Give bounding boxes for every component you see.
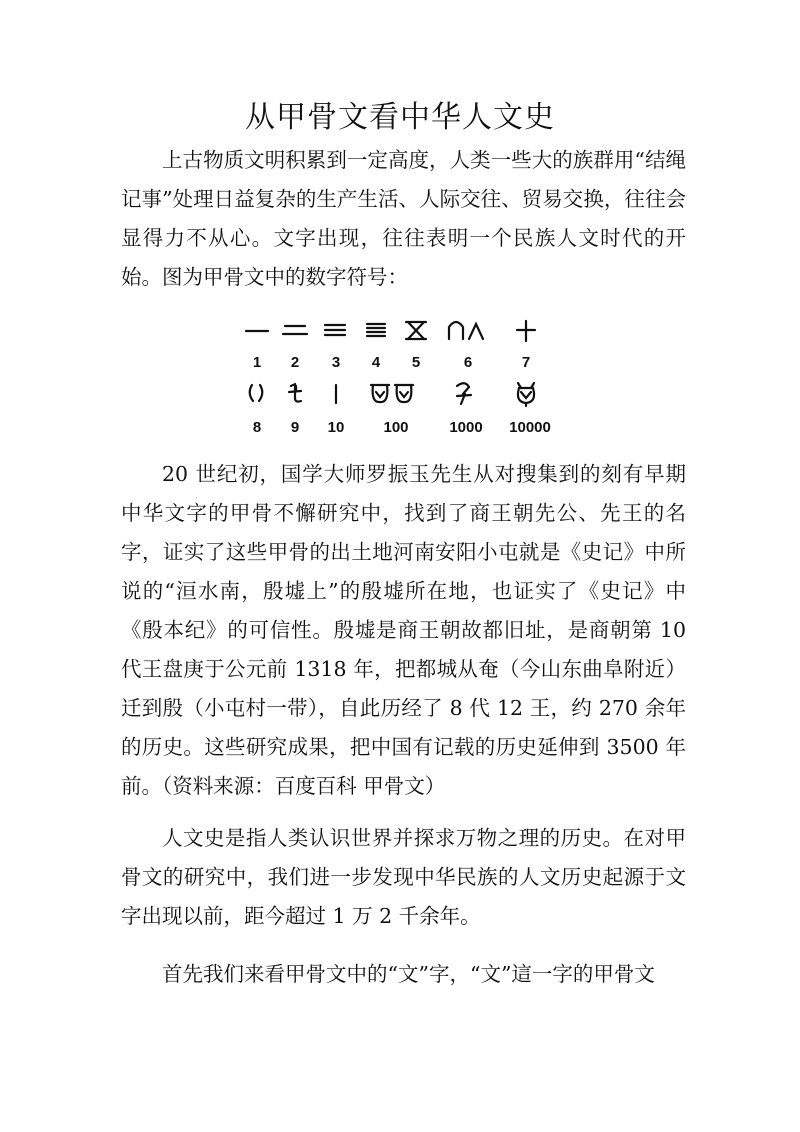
oracle-bone-7 — [517, 321, 535, 341]
oracle-bone-3 — [325, 325, 345, 335]
oracle-bone-4 — [367, 324, 385, 336]
number-label-1: 1 — [252, 354, 262, 371]
number-label-7: 7 — [521, 354, 531, 371]
number-label-5: 5 — [411, 354, 421, 371]
number-label-3: 3 — [331, 354, 341, 371]
oracle-bone-5 — [406, 322, 426, 339]
number-label-1000: 1000 — [449, 419, 483, 436]
oracle-bone-100 — [371, 385, 413, 402]
paragraph-humanities-history: 人文史是指人类认识世界并探求万物之理的历史。在对甲骨文的研究中，我们进一步发现中华民族的人文历史起源于文字出现以前，距今超过 1 万 2 千余年。 — [121, 826, 686, 928]
number-label-100: 100 — [383, 419, 409, 436]
oracle-bone-numerals-figure — [235, 312, 565, 442]
paragraph-luo-zhenyu: 20 世纪初，国学大师罗振玉先生从对搜集到的刻有早期中华文字的甲骨不懈研究中，找到了商王朝先公、先王的名字，证实了这些甲骨的出土地河南安阳小屯就是《史记》中所说的“洹水南，殷墟上”的殷墟所在地，也证实了《史记》中《殷本纪》的可信性。殷墟是商王朝故都旧址，是商朝第 10 代王盘庚于公元前 1318 年，把都城从奄（今山东曲阜附近）迁到殷（小屯村一带），自此历经了 8 代 12 王，约 270 余年的历史。这些研究成果，把中国有记载的历史延伸到 3500 年前。（资料来源：百度百科 甲骨文） — [121, 462, 686, 798]
oracle-bone-10000 — [518, 383, 534, 406]
oracle-bone-9 — [289, 384, 301, 402]
paragraph-intro: 上古物质文明积累到一定高度，人类一些大的族群用“结绳记事”处理日益复杂的生产生活、人际交往、贸易交换，往往会显得力不从心。文字出现，往往表明一个民族人文时代的开始。图为甲骨文中的数字符号： — [121, 148, 686, 289]
number-label-6: 6 — [463, 354, 473, 371]
number-label-8: 8 — [252, 419, 262, 436]
oracle-bone-6 — [449, 322, 483, 339]
oracle-bone-2 — [283, 326, 307, 334]
number-label-10000: 10000 — [509, 419, 551, 436]
oracle-bone-8 — [250, 385, 263, 401]
paragraph-wen-character: 首先我们来看甲骨文中的“文”字，“文”這一字的甲骨文 — [162, 962, 655, 986]
number-label-9: 9 — [290, 419, 300, 436]
number-label-10: 10 — [327, 419, 345, 436]
number-label-4: 4 — [371, 354, 381, 371]
page-title: 从甲骨文看中华人文史 — [245, 100, 555, 135]
number-label-2: 2 — [290, 354, 300, 371]
oracle-bone-1000 — [457, 383, 471, 404]
